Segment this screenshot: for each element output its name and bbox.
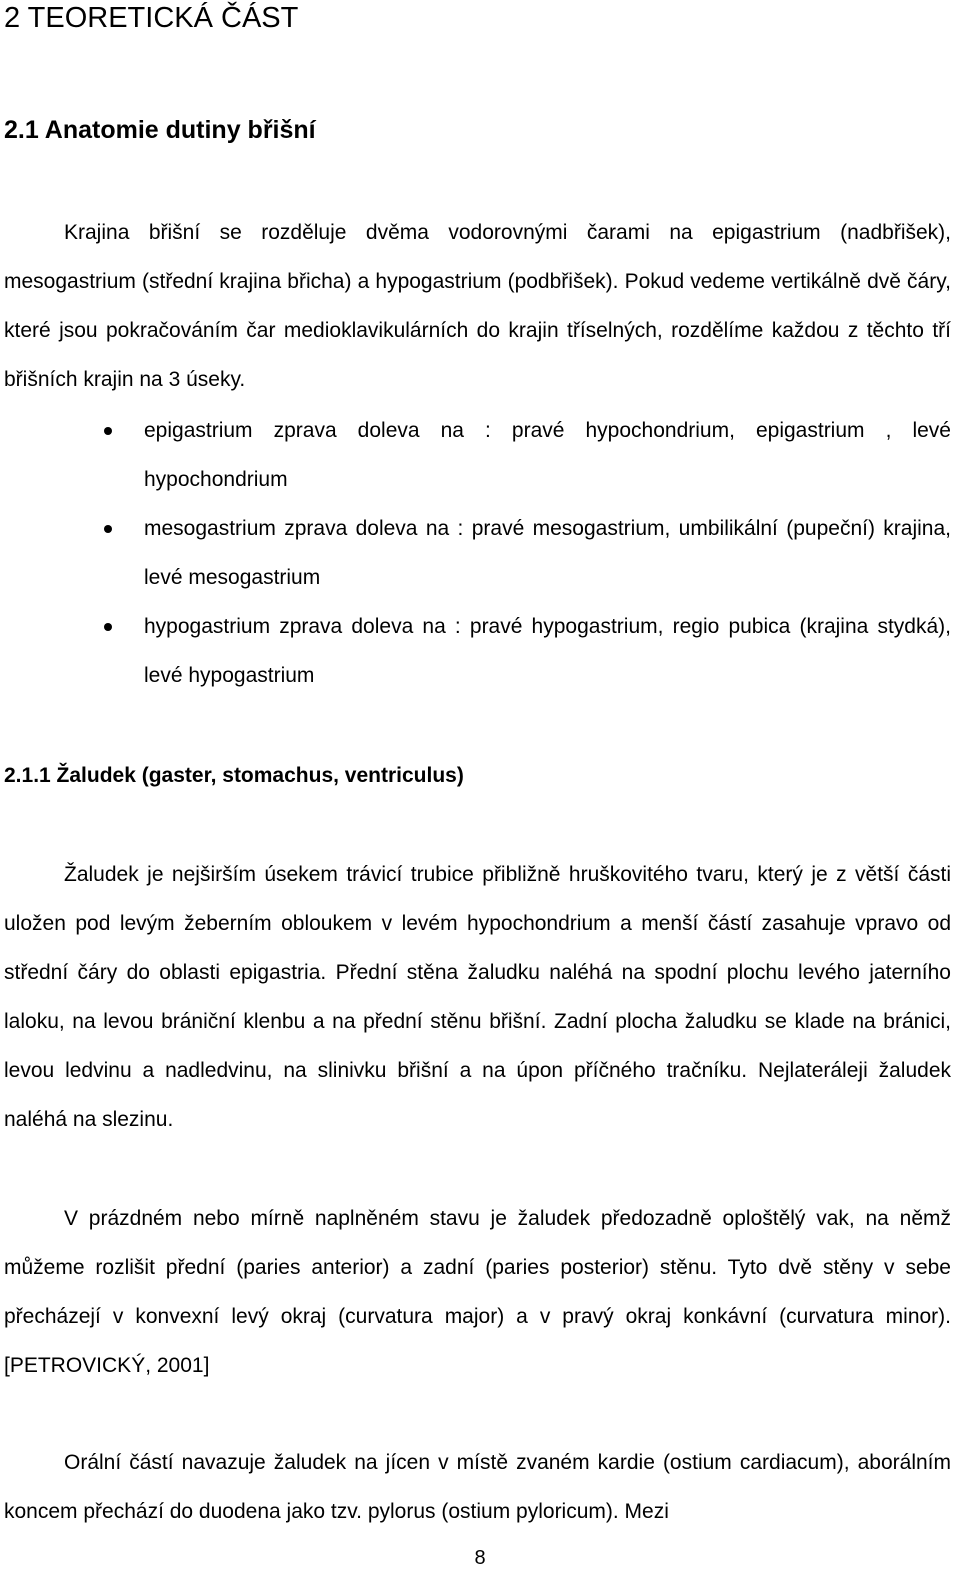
subsection-heading: 2.1.1 Žaludek (gaster, stomachus, ventriculus)	[4, 764, 464, 787]
region-bullet-list	[0, 406, 951, 700]
bullet-text: mesogastrium zprava doleva na : pravé mesogastrium, umbilikální (pupeční) krajina, levé mesogastrium	[144, 517, 951, 589]
page-number: 8	[474, 1547, 486, 1569]
bullet-text: epigastrium zprava doleva na : pravé hypochondrium, epigastrium , levé hypochondrium	[144, 419, 951, 491]
paragraph-intro: Krajina břišní se rozděluje dvěma vodorovnými čarami na epigastrium (nadbřišek), mesogastrium (střední krajina břicha) a hypogastrium (podbřišek). Pokud vedeme vertikálně dvě čáry, které jsou pokračováním čar medioklavikulárních do krajin tříselných, rozdělíme každou z těchto tří břišních krajin na 3 úseky.	[4, 221, 951, 391]
bullet-icon	[104, 525, 112, 533]
bullet-icon	[104, 623, 112, 631]
paragraph-stomach-position: Žaludek je nejširším úsekem trávicí trubice přibližně hruškovitého tvaru, který je z větší části uložen pod levým žeberním obloukem v levém hypochondrium a menší částí zasahuje vpravo od střední čáry do oblasti epigastria. Přední stěna žaludku naléhá na spodní plochu levého jaterního laloku, na levou brániční klenbu a na přední stěnu břišní. Zadní plocha žaludku se klade na bránici, levou ledvinu a nadledvinu, na slinivku břišní a na úpon příčného tračníku. Nejlateráleji žaludek naléhá na slezinu.	[4, 863, 951, 1131]
list-item	[0, 406, 951, 504]
paragraph-stomach-shape: V prázdném nebo mírně naplněném stavu je žaludek předozadně oploštělý vak, na němž můžeme rozlišit přední (paries anterior) a zadní (paries posterior) stěnu. Tyto dvě stěny v sebe přecházejí v konvexní levý okraj (curvatura major) a v pravý okraj konkávní (curvatura minor). [PETROVICKÝ, 2001]	[4, 1207, 951, 1377]
bullet-text: hypogastrium zprava doleva na : pravé hypogastrium, regio pubica (krajina stydká), levé hypogastrium	[144, 615, 951, 687]
bullet-icon	[104, 427, 112, 435]
list-item	[0, 504, 951, 602]
section-heading: 2.1 Anatomie dutiny břišní	[4, 116, 316, 144]
paragraph-stomach-ends: Orální částí navazuje žaludek na jícen v místě zvaném kardie (ostium cardiacum), aborálním koncem přechází do duodena jako tzv. pylorus (ostium pyloricum). Mezi	[4, 1451, 951, 1523]
list-item	[0, 602, 951, 700]
chapter-heading: 2 TEORETICKÁ ČÁST	[4, 2, 299, 34]
